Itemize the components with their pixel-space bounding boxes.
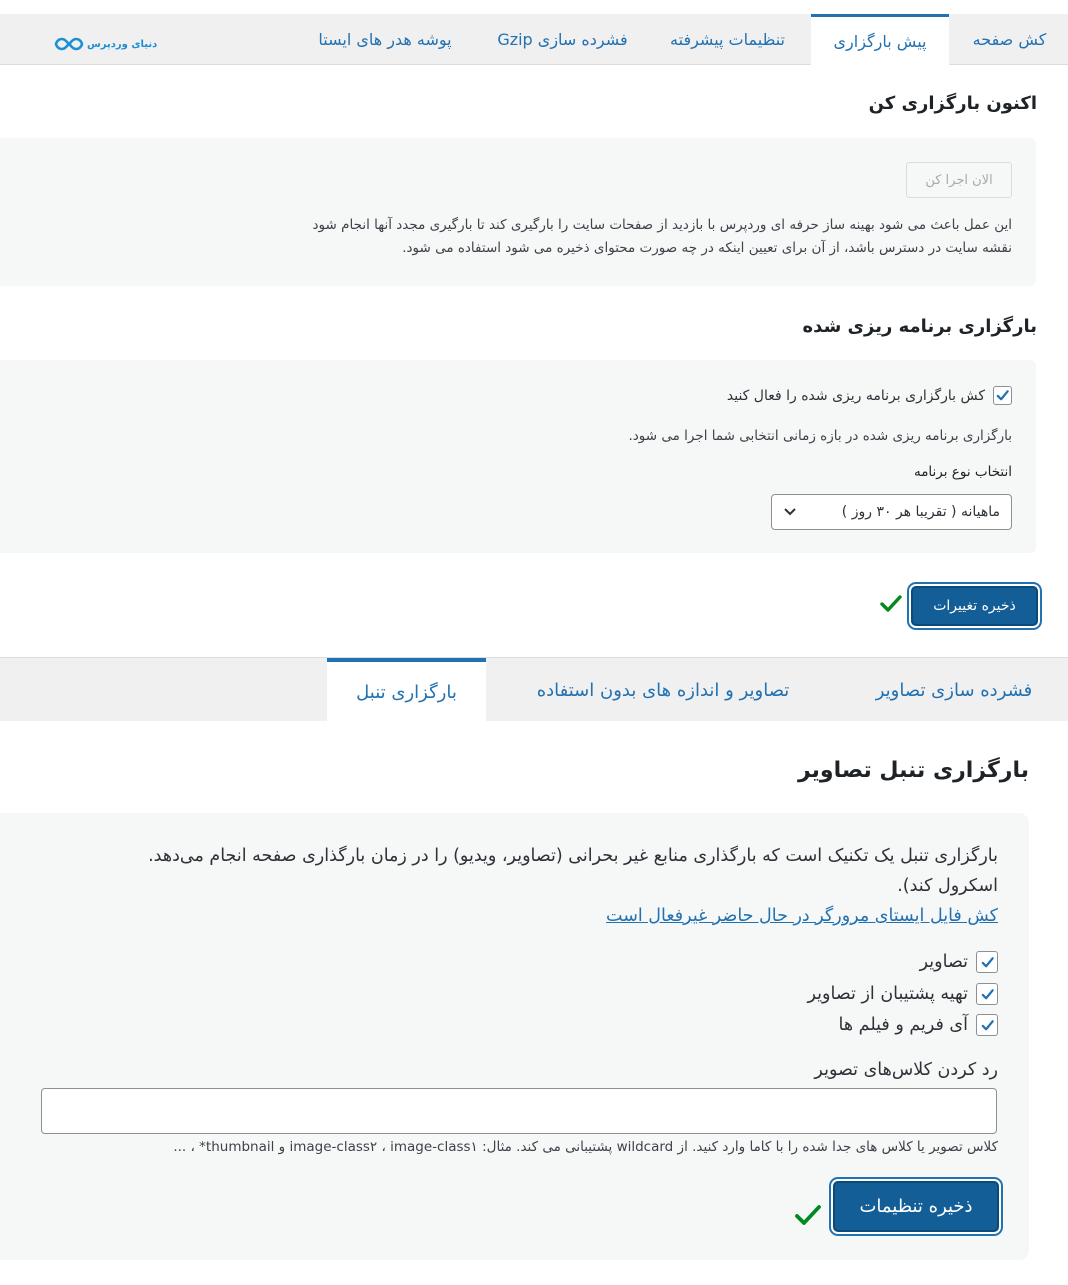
lazy-desc-line-1: بارگزاری تنبل یک تکنیک است که بارگذاری منابع غیر بحرانی (تصاویر، ویدیو) را در زمان بارگذاری صفحه انجام می‌دهد. — [148, 846, 998, 866]
option-iframes-label: آی فریم و فیلم ها — [838, 1015, 968, 1035]
run-now-button[interactable]: الان اجرا کن — [906, 162, 1012, 198]
tab-advanced-settings[interactable]: تنظیمات پیشرفته — [670, 30, 785, 49]
browser-cache-link[interactable]: کش فایل ایستای مرورگر در حال حاضر غیرفعال است — [606, 906, 998, 926]
schedule-type-value: ماهیانه ( تقریبا هر ۳۰ روز ) — [841, 504, 1000, 520]
schedule-type-label: انتخاب نوع برنامه — [913, 464, 1012, 480]
option-iframes-checkbox[interactable] — [976, 1014, 998, 1036]
checkmark-icon — [980, 987, 995, 1002]
top-tab-bar — [0, 14, 1068, 65]
option-iframes-row[interactable] — [839, 1014, 998, 1036]
option-images-checkbox[interactable] — [976, 951, 998, 973]
preload-now-title: اکنون بارگزاری کن — [868, 93, 1037, 114]
checkmark-icon — [980, 1018, 995, 1033]
reject-classes-label: رد کردن کلاس‌های تصویر — [814, 1060, 998, 1080]
success-check-icon — [795, 1204, 821, 1228]
preload-desc-line-1: این عمل باعث می شود بهینه ساز حرفه ای وردپرس با بازدید از صفحات سایت را بارگیری کند تا بارگیری مجدد آنها انجام شود — [312, 217, 1012, 233]
lazy-load-title: بارگزاری تنبل تصاویر — [797, 758, 1029, 783]
schedule-type-select[interactable] — [771, 494, 1012, 530]
enable-scheduled-checkbox[interactable] — [993, 386, 1012, 405]
scheduled-hint: بارگزاری برنامه ریزی شده در بازه زمانی انتخابی شما اجرا می شود. — [628, 428, 1012, 444]
reject-classes-input[interactable] — [41, 1088, 997, 1134]
scheduled-preload-title: بارگزاری برنامه ریزی شده — [802, 316, 1037, 337]
tab-gzip[interactable]: فشرده سازی Gzip — [497, 30, 628, 49]
infinity-icon — [54, 37, 84, 51]
enable-scheduled-label: کش بارگزاری برنامه ریزی شده را فعال کنید — [726, 387, 985, 404]
enable-scheduled-row[interactable] — [727, 386, 1012, 405]
lazy-desc-line-2: اسکرول کند). — [897, 876, 998, 896]
option-images-row[interactable] — [920, 951, 998, 973]
tab-unused-images[interactable]: تصاویر و اندازه های بدون استفاده — [536, 679, 790, 701]
reject-classes-help: کلاس تصویر یا کلاس های جدا شده را با کاما وارد کنید. از wildcard پشتیبانی می کند. مثال: image-class۲ ، image-class۱ و thumbnail* ، ... — [173, 1139, 998, 1155]
option-backup-row[interactable] — [808, 983, 998, 1005]
option-backup-checkbox[interactable] — [976, 983, 998, 1005]
image-tab-bar — [0, 657, 1068, 721]
chevron-down-icon — [783, 507, 797, 517]
checkmark-icon — [995, 388, 1010, 403]
tab-page-cache[interactable]: کش صفحه — [972, 30, 1047, 49]
save-changes-button[interactable]: ذخیره تغییرات — [911, 586, 1038, 626]
success-check-icon — [880, 594, 902, 614]
tab-lazy-load[interactable]: بارگزاری تنبل — [327, 658, 486, 722]
checkmark-icon — [980, 955, 995, 970]
option-backup-label: تهیه پشتیبان از تصاویر — [807, 984, 968, 1004]
tab-static-headers[interactable]: پوشه هدر های ایستا — [318, 30, 452, 49]
save-settings-button[interactable]: ذخیره تنظیمات — [833, 1181, 999, 1232]
preload-desc-line-2: نقشه سایت در دسترس باشد، از آن برای تعیین اینکه در چه صورت محتوای ذخیره می شود استفاده می شود. — [402, 240, 1012, 256]
logo-text: دنیای وردپرس — [87, 38, 158, 50]
preload-now-panel — [0, 138, 1036, 286]
brand-logo — [54, 36, 157, 52]
tab-image-compression[interactable]: فشرده سازی تصاویر — [875, 679, 1033, 701]
option-images-label: تصاویر — [919, 952, 968, 972]
tab-preload[interactable]: پیش بارگزاری — [811, 14, 949, 66]
